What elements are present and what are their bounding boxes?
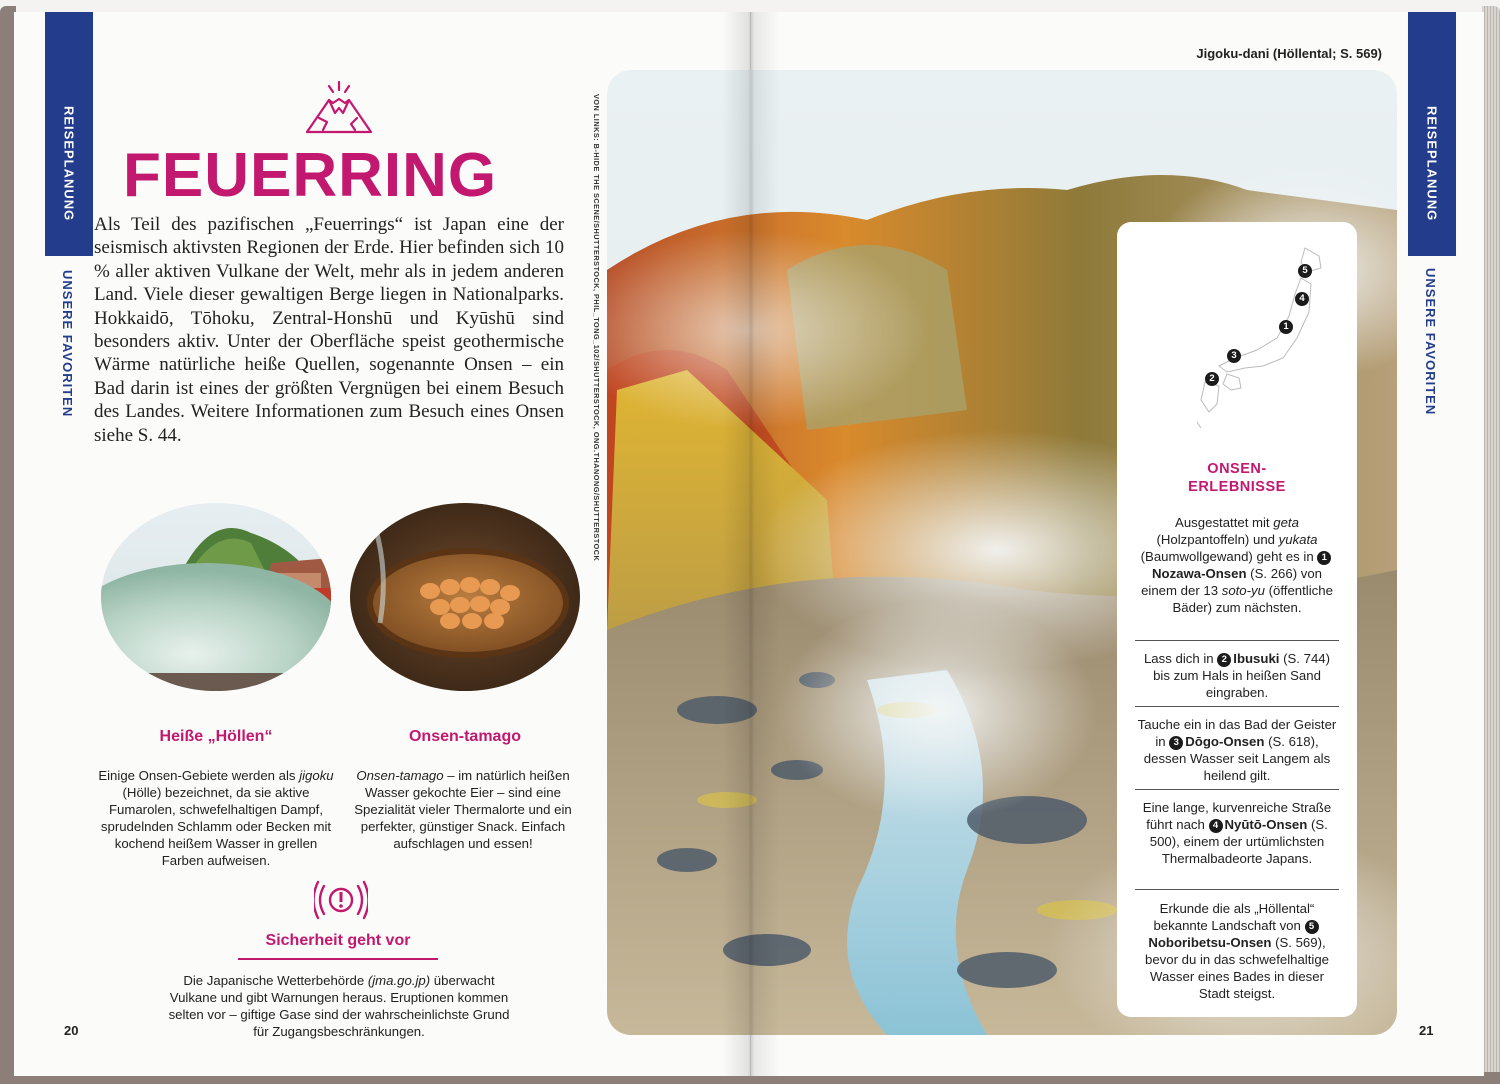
onsen-eggs-photo xyxy=(350,503,580,691)
panel-heading: ONSEN- ERLEBNISSE xyxy=(1188,461,1286,495)
item4-place: Nyūtō-Onsen xyxy=(1224,817,1308,832)
item5-place: Noboribetsu-Onsen xyxy=(1148,935,1272,950)
item4-text-a: Eine lange, kurvenreiche Straße führt nach xyxy=(1142,800,1332,832)
warning-signal-icon xyxy=(314,880,368,920)
intro-paragraph: Als Teil des pazifischen „Feuerrings“ ist Japan eine der seismisch aktivsten Regionen der Erde. Hier befinden sich 10 % aller aktiven Vulkane der Welt, mehr als in jedem anderen Land. Viele dieser gewaltigen Berge liegen in Nationalparks. Hokkaidō, Tōhoku, Zentral-Honshū und Kyūshū sind besonders aktiv. Unter der Oberfläche speist geothermische Wärme natürliche heiße Quellen, sogenannte Onsen – ein Bad darin ist eines der größten Vergnügen bei einem Besuch des Landes. Weitere Informationen zum Besuch eines Onsen siehe S. 44. xyxy=(94,214,564,446)
panel-divider xyxy=(1135,789,1339,790)
item5-text-a: Erkunde die als „Höllental“ bekannte Landschaft von xyxy=(1153,901,1315,933)
map-marker-5: 5 xyxy=(1298,264,1312,278)
item4-text-b: (S. 500), einem der urtümlichsten Thermalbadeorte Japans. xyxy=(1149,817,1328,866)
panel-divider xyxy=(1135,640,1339,641)
subsection-tab-label-right: UNSERE FAVORITEN xyxy=(1423,268,1438,416)
photo-credit: VON LINKS: B-HIDE THE SCENE/SHUTTERSTOCK, PHIL_TONG_102/SHUTTERSTOCK, ONG.THANONG/SHUTTERSTOCK xyxy=(592,94,601,562)
map-marker-2: 2 xyxy=(1205,372,1219,386)
item1-place: Nozawa-Onsen xyxy=(1151,566,1247,581)
page-number-right: 21 xyxy=(1419,1023,1434,1038)
feature-title-hells: Heiße „Höllen“ xyxy=(159,728,273,745)
section-tab-label-right: REISEPLANUNG xyxy=(1424,106,1440,222)
onsen-item-nozawa xyxy=(1135,514,1339,616)
item1-text-d: (S. 266) von einem der 13 xyxy=(1141,566,1323,598)
warning-text-link: (jma.go.jp) xyxy=(367,973,431,988)
map-marker-4: 4 xyxy=(1295,292,1309,306)
feature-text-hells-part2: (Hölle) bezeichnet, da sie aktive Fumarolen, schwefelhaltigen Dampf, sprudelnden Schlamm oder Becken mit kochend heißem Wasser in grellen Farben aufweisen. xyxy=(100,785,332,868)
section-tab-left xyxy=(45,12,93,256)
photo-caption: Jigoku-dani (Höllental; S. 569) xyxy=(1196,46,1382,61)
panel-divider xyxy=(1135,889,1339,890)
item5-text-b: (S. 569), bevor du in das schwefelhaltige Wasser eines Bades in dieser Stadt steigst. xyxy=(1144,935,1329,1001)
feature-text-tamago-part: – im natürlich heißen Wasser gekochte Eier – sind eine Spezialität vieler Thermalorte und ein perfekter, günstiger Snack. Einfach aufschlagen und essen! xyxy=(354,768,572,851)
item2-place: Ibusuki xyxy=(1233,651,1280,666)
item2-text-a: Lass dich in xyxy=(1143,651,1218,666)
item1-text-e: (öffentliche Bäder) zum nächsten. xyxy=(1172,583,1333,615)
japan-map-icon xyxy=(1197,242,1347,432)
onsen-item-nyuto xyxy=(1135,799,1339,867)
book-edge-right xyxy=(1482,6,1500,1078)
warning-text-part1: Die Japanische Wetterbehörde xyxy=(183,973,368,988)
volcano-icon xyxy=(305,78,373,136)
item1-text-a: Ausgestattet mit xyxy=(1175,515,1274,530)
item1-geta: geta xyxy=(1273,515,1299,530)
map-marker-1: 1 xyxy=(1279,320,1293,334)
warning-title: Sicherheit geht vor xyxy=(265,932,411,949)
item1-yukata: yukata xyxy=(1278,532,1318,547)
item4-number-badge: 4 xyxy=(1209,819,1223,833)
item5-number-badge: 5 xyxy=(1305,920,1319,934)
item2-text-b: (S. 744) bis zum Hals in heißen Sand eingraben. xyxy=(1153,651,1331,700)
warning-text-part2: überwacht Vulkane und gibt Warnungen heraus. Eruptionen kommen selten vor – giftige Gase sind der wahrscheinlichste Grund für Zugangsbeschränkungen. xyxy=(168,973,510,1039)
panel-divider xyxy=(1135,706,1339,707)
section-tab-label: REISEPLANUNG xyxy=(61,106,77,222)
item3-number-badge: 3 xyxy=(1169,736,1183,750)
map-marker-3: 3 xyxy=(1227,349,1241,363)
hell-valley-photo xyxy=(101,503,331,691)
item3-text-a: Tauche ein in das Bad der Geister in xyxy=(1137,717,1337,749)
item1-text-c: (Baumwollgewand) geht es in xyxy=(1140,549,1318,564)
onsen-item-dogo xyxy=(1135,716,1339,784)
onsen-item-ibusuki xyxy=(1135,650,1339,701)
item1-sotoyu: soto-yu xyxy=(1221,583,1265,598)
item3-place: Dōgo-Onsen xyxy=(1185,734,1265,749)
subsection-tab-label: UNSERE FAVORITEN xyxy=(60,270,75,418)
warning-title-underline xyxy=(238,958,438,960)
item1-text-b: (Holzpantoffeln) und xyxy=(1156,532,1279,547)
feature-text-hells-part1: Einige Onsen-Gebiete werden als xyxy=(98,768,300,783)
onsen-item-noboribetsu xyxy=(1135,900,1339,1002)
item2-number-badge: 2 xyxy=(1217,653,1231,667)
item3-text-b: (S. 618), dessen Wasser seit Langem als heilend gilt. xyxy=(1143,734,1331,783)
page-title: FEUERRING xyxy=(123,141,498,210)
feature-text-tamago-italic: Onsen-tamago xyxy=(356,768,444,783)
feature-text-tamago xyxy=(345,767,581,852)
section-tab-right xyxy=(1408,12,1456,256)
warning-text xyxy=(160,972,518,1040)
feature-title-tamago: Onsen-tamago xyxy=(408,728,521,745)
feature-text-hells-italic: jigoku xyxy=(299,768,334,783)
onsen-panel xyxy=(1117,222,1357,1017)
feature-text-hells xyxy=(98,767,334,869)
page-number-left: 20 xyxy=(64,1023,79,1038)
item1-number-badge: 1 xyxy=(1317,551,1331,565)
